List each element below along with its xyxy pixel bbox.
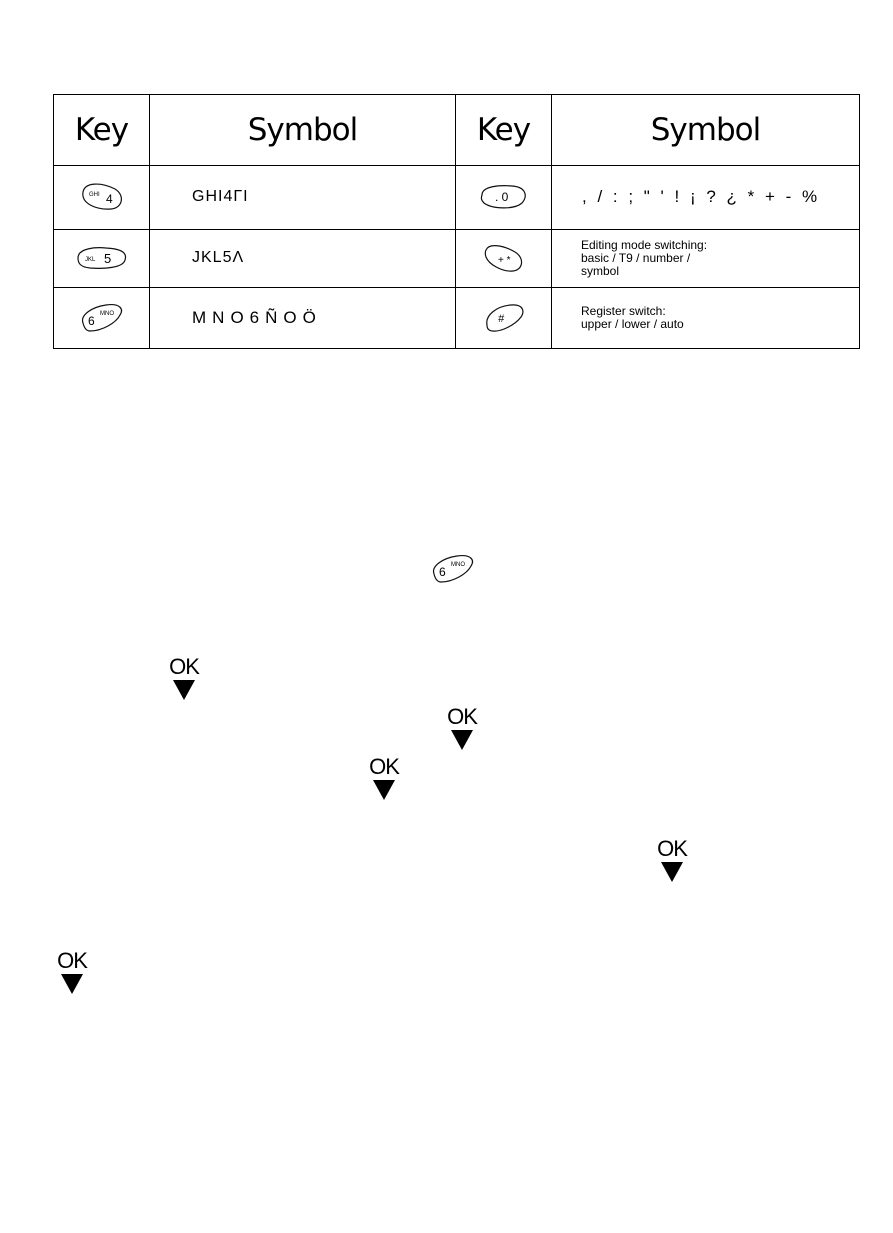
key-hash-icon [481,301,527,335]
description-line: upper / lower / auto [581,316,684,331]
symbol-cell: , / : ; " ' ! ¡ ? ¿ * + - % [552,166,860,229]
svg-text:MNO: MNO [99,310,114,317]
svg-text:+ *: + * [497,255,511,267]
svg-text:. 0: . 0 [494,190,508,205]
key-star-icon [481,241,527,275]
header-key-2: Key [456,95,552,166]
ok-label: OK [369,754,399,779]
down-arrow-icon [61,974,83,994]
key-symbol-table [53,94,860,349]
svg-text:4: 4 [105,192,113,207]
ok-down-icon [166,656,202,708]
down-arrow-icon [451,730,473,750]
ok-label: OK [57,948,87,973]
svg-text:#: # [497,312,504,325]
ok-label: OK [447,704,477,729]
description-line: Register switch: [581,303,666,318]
svg-text:6: 6 [87,313,95,328]
symbol-description [552,229,860,287]
description-line: symbol [581,263,620,278]
svg-text:MNO: MNO [451,562,465,568]
svg-text:JKL: JKL [84,257,95,264]
symbol-cell: GHI4ΓΙ [150,166,456,229]
key-cell [456,287,552,348]
symbol-cell: JKL5Λ [150,229,456,287]
down-arrow-icon [373,780,395,800]
header-symbol-1: Symbol [150,95,456,166]
description-line: basic / T9 / number / [581,250,691,265]
key-cell [54,229,150,287]
ok-down-icon [54,950,90,1002]
down-arrow-icon [661,862,683,882]
ok-label: OK [657,836,687,861]
key-cell [54,166,150,229]
ok-down-icon [444,706,480,758]
header-symbol-2: Symbol [552,95,860,166]
description-line: Editing mode switching: [581,237,708,252]
header-key-1: Key [54,95,150,166]
key-cell [54,287,150,348]
down-arrow-icon [173,680,195,700]
key-4-icon [77,180,127,214]
svg-text:5: 5 [103,251,111,267]
svg-text:GHI: GHI [88,192,100,199]
key-5-icon [74,244,130,272]
ok-label: OK [169,654,199,679]
key-6-icon [78,301,126,335]
ok-down-icon [654,838,690,890]
svg-text:6: 6 [439,565,446,579]
symbol-description [552,287,860,348]
key-cell [456,166,552,229]
ok-down-icon [366,756,402,808]
key-6-icon [428,552,478,586]
key-cell [456,229,552,287]
symbol-cell: MNO6ÑOÖ [150,287,456,348]
key-0-icon [478,182,530,212]
